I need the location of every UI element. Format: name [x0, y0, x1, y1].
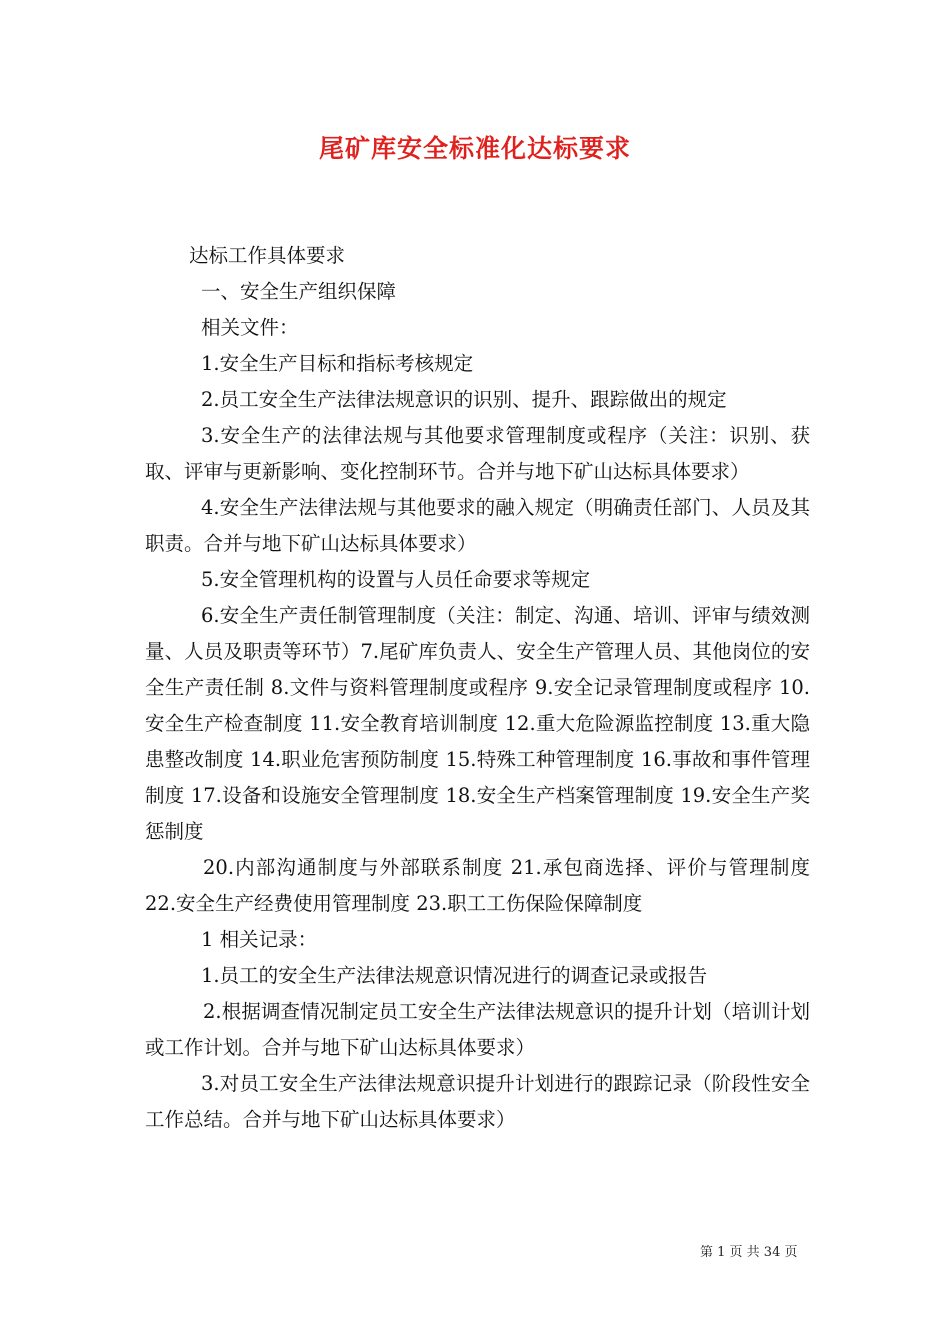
- paragraph-item: 6.安全生产责任制管理制度（关注：制定、沟通、培训、评审与绩效测量、人员及职责等环节）7.尾矿库负责人、安全生产管理人员、其他岗位的安全生产责任制 8.文件与资料管理制度或程序 9.安全记录管理制度或程序 10.安全生产检查制度 11.安全教育培训制度 12.重大危险源监控制度 13.重大隐患整改制度 14.职业危害预防制度 15.特殊工种管理制度 16.事故和事件管理制度 17.设备和设施安全管理制度 18.安全生产档案管理制度 19.安全生产奖惩制度: [145, 604, 810, 843]
- paragraph-related-records-label: 1 相关记录：: [201, 928, 318, 951]
- paragraph-item: 2.根据调查情况制定员工安全生产法律法规意识的提升计划（培训计划或工作计划。合并与地下矿山达标具体要求）: [145, 1000, 810, 1059]
- document-title: 尾矿库安全标准化达标要求: [318, 134, 631, 163]
- paragraph-item: 4.安全生产法律法规与其他要求的融入规定（明确责任部门、人员及其职责。合并与地下矿山达标具体要求）: [145, 496, 810, 555]
- paragraph-item: 1.安全生产目标和指标考核规定: [201, 352, 474, 375]
- paragraph-item: 2.员工安全生产法律法规意识的识别、提升、跟踪做出的规定: [201, 388, 727, 411]
- paragraph-section-heading: 达标工作具体要求: [189, 244, 346, 267]
- paragraph-item: 20.内部沟通制度与外部联系制度 21.承包商选择、评价与管理制度 22.安全生产经费使用管理制度 23.职工工伤保险保障制度: [145, 856, 810, 915]
- paragraph-item: 3.安全生产的法律法规与其他要求管理制度或程序（关注：识别、获取、评审与更新影响、变化控制环节。合并与地下矿山达标具体要求）: [145, 424, 810, 483]
- document-body: [145, 238, 810, 1138]
- paragraph-item: 1.员工的安全生产法律法规意识情况进行的调查记录或报告: [201, 964, 708, 987]
- paragraph-item: 5.安全管理机构的设置与人员任命要求等规定: [201, 568, 591, 591]
- paragraph-related-files-label: 相关文件：: [201, 316, 299, 339]
- paragraph-item: 3.对员工安全生产法律法规意识提升计划进行的跟踪记录（阶段性安全工作总结。合并与地下矿山达标具体要求）: [145, 1072, 810, 1131]
- paragraph-chapter-heading: 一、安全生产组织保障: [201, 280, 397, 303]
- page-number: 第 1 页 共 34 页: [700, 1245, 798, 1260]
